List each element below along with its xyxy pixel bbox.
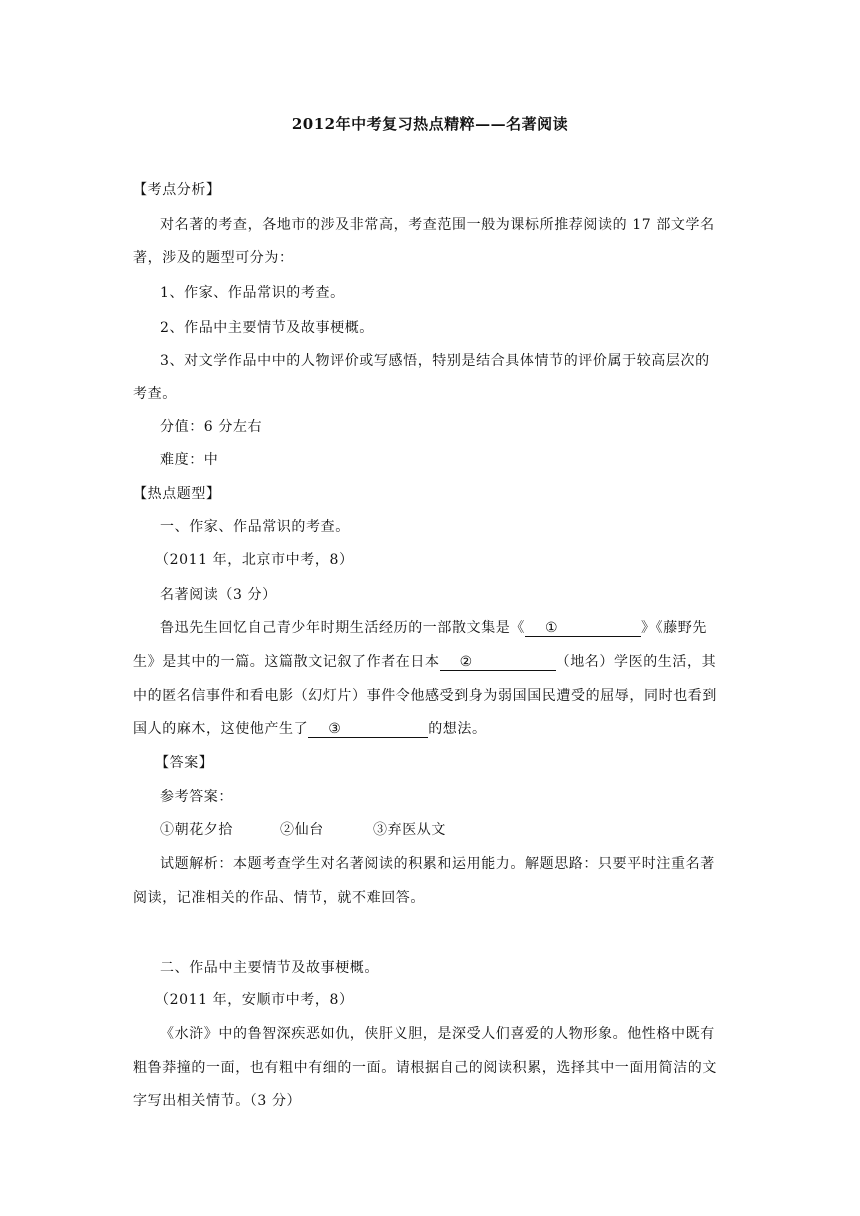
question1-line4-text: 国人的麻木，这使他产生了 xyxy=(133,721,309,737)
question2-line1: 《水浒》中的鲁智深疾恶如仇，侠肝义胆，是深受人们喜爱的人物形象。他性格中既有 xyxy=(160,1026,715,1042)
answer-blank-2[interactable]: ② xyxy=(440,654,556,671)
answer-list xyxy=(160,820,446,840)
answer-item-1: ①朝花夕拾 xyxy=(160,822,233,838)
type2-source: （2011 年，安顺市中考，8） xyxy=(155,992,354,1008)
analysis-paragraph-line2: 著，涉及的题型可分为： xyxy=(133,250,294,266)
answer-item-2: ②仙台 xyxy=(280,822,324,838)
type1-heading: 一、作家、作品常识的考查。 xyxy=(160,519,350,535)
type1-question-label: 名著阅读（3 分） xyxy=(160,587,277,603)
score-info: 分值：6 分左右 xyxy=(160,419,263,435)
analysis-item-2: 2、作品中主要情节及故事梗概。 xyxy=(160,320,374,336)
solution-analysis-line1: 试题解析：本题考查学生对名著阅读的积累和运用能力。解题思路：只要平时注重名著 xyxy=(160,856,715,872)
analysis-paragraph-line1: 对名著的考查，各地市的涉及非常高，考查范围一般为课标所推荐阅读的 17 部文学名 xyxy=(160,217,715,233)
answer-blank-1[interactable]: ① xyxy=(525,620,641,637)
question1-line2-text: 生》是其中的一篇。这篇散文记叙了作者在日本 xyxy=(133,654,440,670)
analysis-item-3-line2: 考查。 xyxy=(133,386,177,402)
type2-heading: 二、作品中主要情节及故事梗概。 xyxy=(160,960,379,976)
document-title: 2012年中考复习热点精粹——名著阅读 xyxy=(291,115,569,133)
question1-line2 xyxy=(133,652,716,672)
answer-heading: 【答案】 xyxy=(155,755,214,771)
difficulty-info: 难度：中 xyxy=(160,452,219,468)
question1-line4-tail: 的想法。 xyxy=(428,721,487,737)
answer-label: 参考答案： xyxy=(160,789,233,805)
solution-analysis-line2: 阅读，记准相关的作品、情节，就不难回答。 xyxy=(133,890,425,906)
section-heading-hot: 【热点题型】 xyxy=(133,486,221,502)
question1-line1-text: 鲁迅先生回忆自己青少年时期生活经历的一部散文集是《 xyxy=(160,620,525,636)
question1-line2-tail: （地名）学医的生活，其 xyxy=(555,654,717,670)
question1-line1 xyxy=(160,618,707,638)
analysis-item-3-line1: 3、对文学作品中中的人物评价或写感悟，特别是结合具体情节的评价属于较高层次的 xyxy=(160,353,710,369)
type1-source: （2011 年，北京市中考，8） xyxy=(155,552,354,568)
question1-line3: 中的匿名信事件和看电影（幻灯片）事件令他感受到身为弱国国民遭受的屈辱，同时也看到 xyxy=(133,688,717,704)
section-heading-analysis: 【考点分析】 xyxy=(133,182,221,198)
question2-line2: 粗鲁莽撞的一面，也有粗中有细的一面。请根据自己的阅读积累，选择其中一面用简洁的文 xyxy=(133,1060,717,1076)
question1-line1-tail: 》《藤野先 xyxy=(641,620,707,636)
analysis-item-1: 1、作家、作品常识的考查。 xyxy=(160,285,345,301)
answer-blank-3[interactable]: ③ xyxy=(308,721,428,738)
question2-line3: 字写出相关情节。（3 分） xyxy=(133,1093,302,1109)
question1-line4 xyxy=(133,719,487,739)
answer-item-3: ③弃医从文 xyxy=(373,822,446,838)
